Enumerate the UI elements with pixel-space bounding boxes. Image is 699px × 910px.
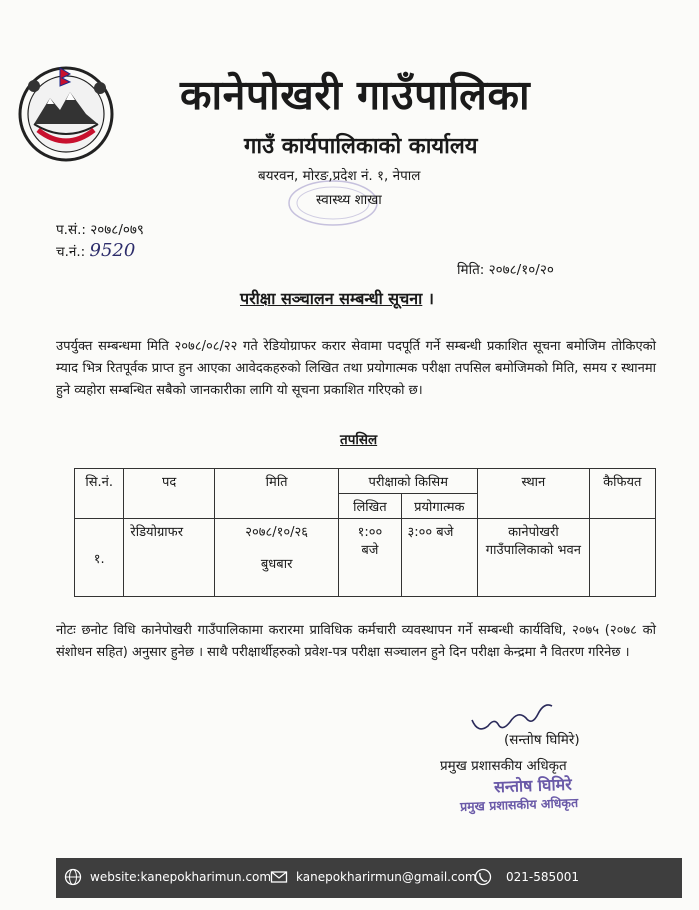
footer-email[interactable]: kanepokharirmun@gmail.com xyxy=(296,870,477,884)
footer-website[interactable]: website:kanepokharimun.com xyxy=(90,870,272,884)
exam-day: बुधबार xyxy=(260,557,293,572)
dispatch-value: 9520 xyxy=(89,240,136,261)
phone-icon xyxy=(474,868,492,886)
cell-venue: कानेपोखरी गाउँपालिकाको भवन xyxy=(478,519,589,597)
footer-phone: 021-585001 xyxy=(506,870,580,884)
header-post: पद xyxy=(124,469,215,519)
organization-name: कानेपोखरी गाउँपालिका xyxy=(180,71,531,119)
notice-date: मिति: २०७८/१०/२० xyxy=(457,262,554,278)
department-name: स्वास्थ्य शाखा xyxy=(316,192,382,208)
written-time: १:०० xyxy=(357,525,383,540)
header-exam-type: परीक्षाको किसिम xyxy=(339,469,478,494)
reference-number xyxy=(56,220,144,238)
globe-icon xyxy=(64,868,82,886)
header-written: लिखित xyxy=(339,494,401,519)
office-name: गाउँ कार्यपालिकाको कार्यालय xyxy=(244,134,478,159)
signatory-title: प्रमुख प्रशासकीय अधिकृत xyxy=(440,758,567,774)
subject-end: । xyxy=(422,289,434,308)
stamp-name: सन्तोष घिमिरे xyxy=(493,774,573,797)
cell-date xyxy=(214,519,338,597)
signatory-name: (सन्तोष घिमिरे) xyxy=(504,732,580,748)
cell-practical: ३:०० बजे xyxy=(401,519,478,597)
dispatch-label: च.नं.: xyxy=(56,244,86,260)
body-paragraph: उपर्युक्त सम्बन्धमा मिति २०७८/०८/२२ गते रेडियोग्राफर करार सेवामा पदपूर्ति गर्ने सम्बन्धी प्रकाशित सूचना बमोजिम तोकिएको म्याद भित्र रितपूर्वक प्राप्त हुन आएका आवेदकहरुको लिखित तथा प्रयोगात्मक परीक्षा तपसिल बमोजिमको मिति, समय र स्थानमा हुने व्यहोरा सम्बन्धित सबैको जानकारीका लागि यो सूचना प्रकाशित गरिएको छ। xyxy=(56,339,656,398)
exam-date: २०७८/१०/२६ xyxy=(245,525,309,540)
header-date: मिति xyxy=(214,469,338,519)
government-emblem xyxy=(12,58,120,166)
exam-schedule-table xyxy=(74,468,656,597)
dispatch-number xyxy=(56,240,135,261)
cell-post: रेडियोग्राफर xyxy=(124,519,215,597)
note-paragraph: नोटः छनोट विधि कानेपोखरी गाउँपालिकामा करारमा प्राविधिक कर्मचारी व्यवस्थापन गर्ने सम्बन्धी कार्यविधि, २०७५ (२०७८ को संशोधन सहित) अनुसार हुनेछ । साथै परीक्षार्थीहरुको प्रवेश-पत्र परीक्षा सञ्चालन हुने दिन परीक्षा केन्द्रमा नै वितरण गरिनेछ । xyxy=(56,623,656,660)
footer-bar xyxy=(56,858,682,898)
notice-subject xyxy=(240,287,434,309)
header-practical: प्रयोगात्मक xyxy=(401,494,478,519)
header-remarks: कैफियत xyxy=(589,469,655,519)
cell-sn: १. xyxy=(75,519,124,597)
subject-text: परीक्षा सञ्चालन सम्बन्धी सूचना xyxy=(240,289,423,308)
reference-label: प.सं.: xyxy=(56,222,86,238)
table-header-row xyxy=(75,469,656,494)
stamp-title: प्रमुख प्रशासकीय अधिकृत xyxy=(459,794,579,815)
written-suffix: बजे xyxy=(361,543,379,558)
table-row xyxy=(75,519,656,597)
header-sn: सि.नं. xyxy=(75,469,124,519)
envelope-icon xyxy=(270,868,288,886)
cell-remarks xyxy=(589,519,655,597)
schedule-heading: तपसिल xyxy=(340,432,378,448)
reference-value: २०७८/०७९ xyxy=(90,222,144,238)
cell-written xyxy=(339,519,401,597)
office-address: बयरवन, मोरङ,प्रदेश नं. १, नेपाल xyxy=(258,168,421,184)
header-venue: स्थान xyxy=(478,469,589,519)
